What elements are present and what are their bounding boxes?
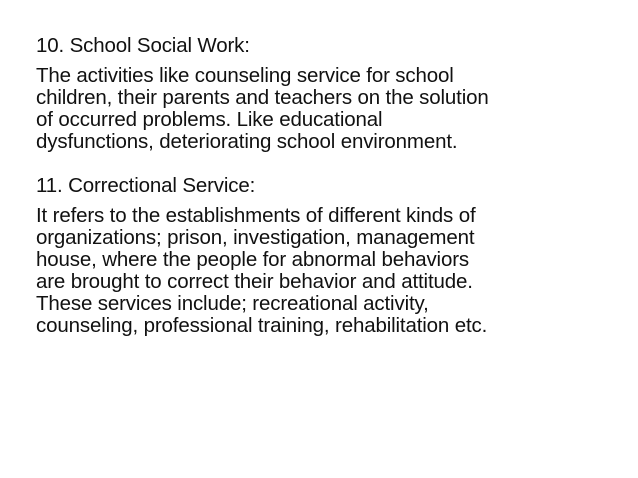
- section-heading: 11. Correctional Service:: [36, 174, 256, 197]
- body-line: are brought to correct their behavior and attitude.: [36, 270, 473, 293]
- section-body: [36, 205, 632, 337]
- body-line: house, where the people for abnormal behaviors: [36, 248, 469, 271]
- section-correctional-service: [36, 175, 632, 337]
- slide-content: [36, 35, 632, 337]
- section-school-social-work: [36, 35, 632, 153]
- body-line: counseling, professional training, rehabilitation etc.: [36, 314, 488, 337]
- body-line: of occurred problems. Like educational: [36, 108, 383, 131]
- body-line: These services include; recreational activity,: [36, 292, 429, 315]
- section-heading: 10. School Social Work:: [36, 34, 250, 57]
- body-line: children, their parents and teachers on the solution: [36, 86, 489, 109]
- body-line: It refers to the establishments of different kinds of: [36, 204, 476, 227]
- body-line: organizations; prison, investigation, management: [36, 226, 475, 249]
- body-line: dysfunctions, deteriorating school environment.: [36, 130, 458, 153]
- section-body: [36, 65, 632, 153]
- body-line: The activities like counseling service for school: [36, 64, 454, 87]
